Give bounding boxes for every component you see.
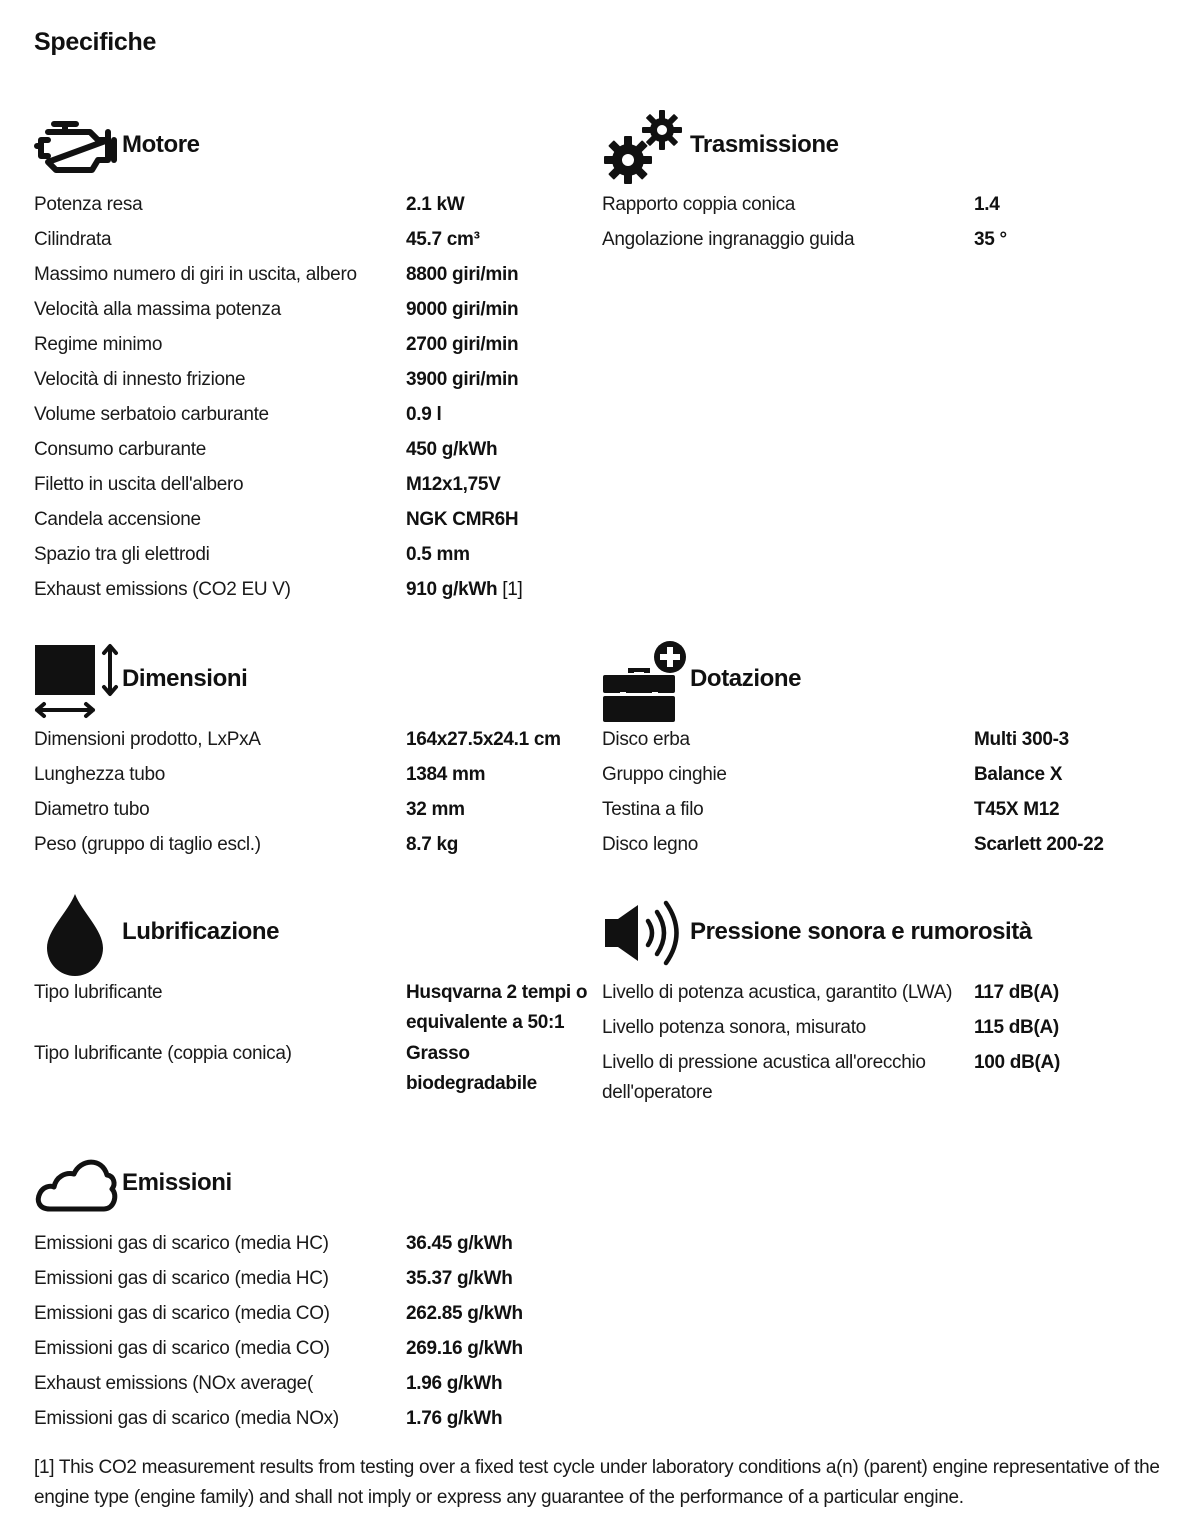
spec-label: Exhaust emissions (CO2 EU V) [34, 579, 291, 600]
section-header [34, 641, 594, 723]
spec-value: 35 ° [974, 229, 1007, 250]
spec-row [34, 723, 594, 758]
spec-row [34, 328, 594, 363]
spec-row [34, 793, 594, 828]
spec-value: T45X M12 [974, 799, 1060, 820]
spec-value: Scarlett 200-22 [974, 834, 1104, 855]
spec-row [34, 363, 594, 398]
spec-row [34, 223, 594, 258]
spec-row [602, 976, 1162, 1011]
section-lubrificazione [34, 894, 594, 1094]
spec-value: 269.16 g/kWh [406, 1338, 523, 1359]
spec-row [34, 758, 594, 793]
section-title: Lubrificazione [122, 918, 280, 945]
spec-label: Livello potenza sonora, misurato [602, 1017, 866, 1038]
spec-label: Spazio tra gli elettrodi [34, 544, 210, 565]
spec-label: Velocità alla massima potenza [34, 299, 281, 320]
spec-row [34, 188, 594, 223]
spec-label: Tipo lubrificante (coppia conica) [34, 1043, 292, 1064]
spec-label: Potenza resa [34, 194, 143, 215]
spec-value: 1.4 [974, 194, 1000, 215]
spec-label: Rapporto coppia conica [602, 194, 796, 215]
section-header [602, 894, 1162, 976]
spec-row [602, 188, 1162, 223]
section-motore [34, 106, 594, 608]
spec-value [406, 575, 523, 605]
toolbox-plus-icon [602, 641, 688, 723]
spec-label: Emissioni gas di scarico (media CO) [34, 1338, 330, 1359]
section-title: Dotazione [690, 665, 802, 692]
spec-label: Gruppo cinghie [602, 764, 727, 785]
spec-row [34, 433, 594, 468]
spec-row [34, 1227, 634, 1262]
spec-row [602, 723, 1162, 758]
spec-value-text: 910 g/kWh [406, 579, 498, 600]
spec-label: Peso (gruppo di taglio escl.) [34, 834, 261, 855]
spec-row [34, 258, 594, 293]
section-emissioni [34, 1145, 634, 1437]
spec-row [34, 468, 594, 503]
spec-label: Livello di potenza acustica, garantito (LWA) [602, 982, 953, 1003]
spec-row [34, 1037, 594, 1094]
spec-value: 0.5 mm [406, 544, 470, 565]
spec-row [34, 398, 594, 433]
spec-label: Diametro tubo [34, 799, 150, 820]
section-title: Dimensioni [122, 665, 248, 692]
cloud-icon [34, 1145, 120, 1227]
spec-row [34, 293, 594, 328]
spec-label: Cilindrata [34, 229, 112, 250]
spec-label: Emissioni gas di scarico (media NOx) [34, 1408, 339, 1429]
section-title: Trasmissione [690, 131, 839, 158]
spec-label: Filetto in uscita dell'albero [34, 474, 244, 495]
spec-label: Disco erba [602, 729, 690, 750]
section-header [34, 894, 594, 976]
spec-label: Dimensioni prodotto, LxPxA [34, 729, 261, 750]
spec-row [34, 828, 594, 863]
spec-value: M12x1,75V [406, 474, 501, 495]
section-header [602, 106, 1162, 188]
spec-label: Disco legno [602, 834, 698, 855]
spec-row [602, 828, 1162, 863]
spec-value: 117 dB(A) [974, 982, 1059, 1003]
section-dimensioni [34, 641, 594, 863]
spec-value: 3900 giri/min [406, 369, 519, 390]
spec-value: 8800 giri/min [406, 264, 519, 285]
spec-label: Regime minimo [34, 334, 163, 355]
spec-row [34, 503, 594, 538]
spec-label: Emissioni gas di scarico (media CO) [34, 1303, 330, 1324]
spec-label: Livello di pressione acustica all'orecchio dell'operatore [602, 1052, 926, 1103]
spec-list [34, 1227, 634, 1437]
spec-value: 115 dB(A) [974, 1017, 1059, 1038]
spec-label: Velocità di innesto frizione [34, 369, 246, 390]
spec-label: Lunghezza tubo [34, 764, 166, 785]
spec-value: 2700 giri/min [406, 334, 519, 355]
spec-value: 36.45 g/kWh [406, 1233, 513, 1254]
spec-label: Massimo numero di giri in uscita, albero [34, 264, 357, 285]
section-title: Pressione sonora e rumorosità [690, 918, 1032, 945]
spec-label: Angolazione ingranaggio guida [602, 229, 855, 250]
spec-row [602, 758, 1162, 793]
spec-value: 450 g/kWh [406, 439, 498, 460]
spec-value: 45.7 cm³ [406, 229, 480, 250]
spec-row [34, 976, 594, 1037]
spec-row [34, 1297, 634, 1332]
spec-list [602, 976, 1162, 1111]
spec-value: 1.76 g/kWh [406, 1408, 503, 1429]
oil-drop-icon [34, 894, 120, 976]
engine-icon [34, 106, 120, 188]
spec-value: Grasso biodegradabile [406, 1043, 537, 1094]
spec-value: 9000 giri/min [406, 299, 519, 320]
spec-value: 0.9 l [406, 404, 442, 425]
spec-list [34, 188, 594, 608]
spec-row [34, 1332, 634, 1367]
spec-label: Candela accensione [34, 509, 201, 530]
section-header [34, 106, 594, 188]
spec-value: 262.85 g/kWh [406, 1303, 523, 1324]
spec-row [602, 793, 1162, 828]
spec-value: 32 mm [406, 799, 465, 820]
spec-list [34, 723, 594, 863]
spec-row [34, 1402, 634, 1437]
section-pressione-sonora [602, 894, 1162, 1111]
spec-value: 35.37 g/kWh [406, 1268, 513, 1289]
spec-label: Tipo lubrificante [34, 982, 163, 1003]
spec-row [34, 1262, 634, 1297]
spec-row [602, 223, 1162, 258]
gears-icon [602, 106, 688, 188]
spec-value: Husqvarna 2 tempi o equivalente a 50:1 [406, 982, 588, 1033]
section-trasmissione [602, 106, 1162, 258]
spec-value: 1384 mm [406, 764, 486, 785]
spec-label: Exhaust emissions (NOx average( [34, 1373, 313, 1394]
section-title: Motore [122, 131, 200, 158]
section-header [34, 1145, 634, 1227]
spec-list [602, 188, 1162, 258]
spec-value: Multi 300-3 [974, 729, 1069, 750]
spec-list [34, 976, 594, 1094]
spec-list [602, 723, 1162, 863]
section-title: Emissioni [122, 1169, 232, 1196]
spec-label: Volume serbatoio carburante [34, 404, 269, 425]
spec-row [34, 538, 594, 573]
page-title: Specifiche [34, 28, 157, 56]
spec-value: 2.1 kW [406, 194, 465, 215]
spec-row [34, 1367, 634, 1402]
speaker-icon [602, 894, 688, 976]
spec-row [602, 1011, 1162, 1046]
section-header [602, 641, 1162, 723]
spec-row [34, 573, 594, 608]
spec-value: 100 dB(A) [974, 1052, 1060, 1073]
spec-label: Emissioni gas di scarico (media HC) [34, 1233, 329, 1254]
spec-label: Consumo carburante [34, 439, 207, 460]
section-dotazione [602, 641, 1162, 863]
spec-row [602, 1046, 1162, 1111]
spec-value: 164x27.5x24.1 cm [406, 729, 561, 750]
spec-label: Testina a filo [602, 799, 704, 820]
spec-value: NGK CMR6H [406, 509, 519, 530]
spec-label: Emissioni gas di scarico (media HC) [34, 1268, 329, 1289]
footnote-reference: [1] [502, 579, 523, 600]
footnote: [1] This CO2 measurement results from testing over a fixed test cycle under laboratory conditions a(n) (parent) engine representative of the engine type (engine family) and shall not imply or express any guarantee of the performance of a particular engine. [34, 1457, 1160, 1508]
spec-value: 1.96 g/kWh [406, 1373, 503, 1394]
spec-value: Balance X [974, 764, 1063, 785]
dimensions-icon [34, 641, 120, 723]
spec-value: 8.7 kg [406, 834, 459, 855]
